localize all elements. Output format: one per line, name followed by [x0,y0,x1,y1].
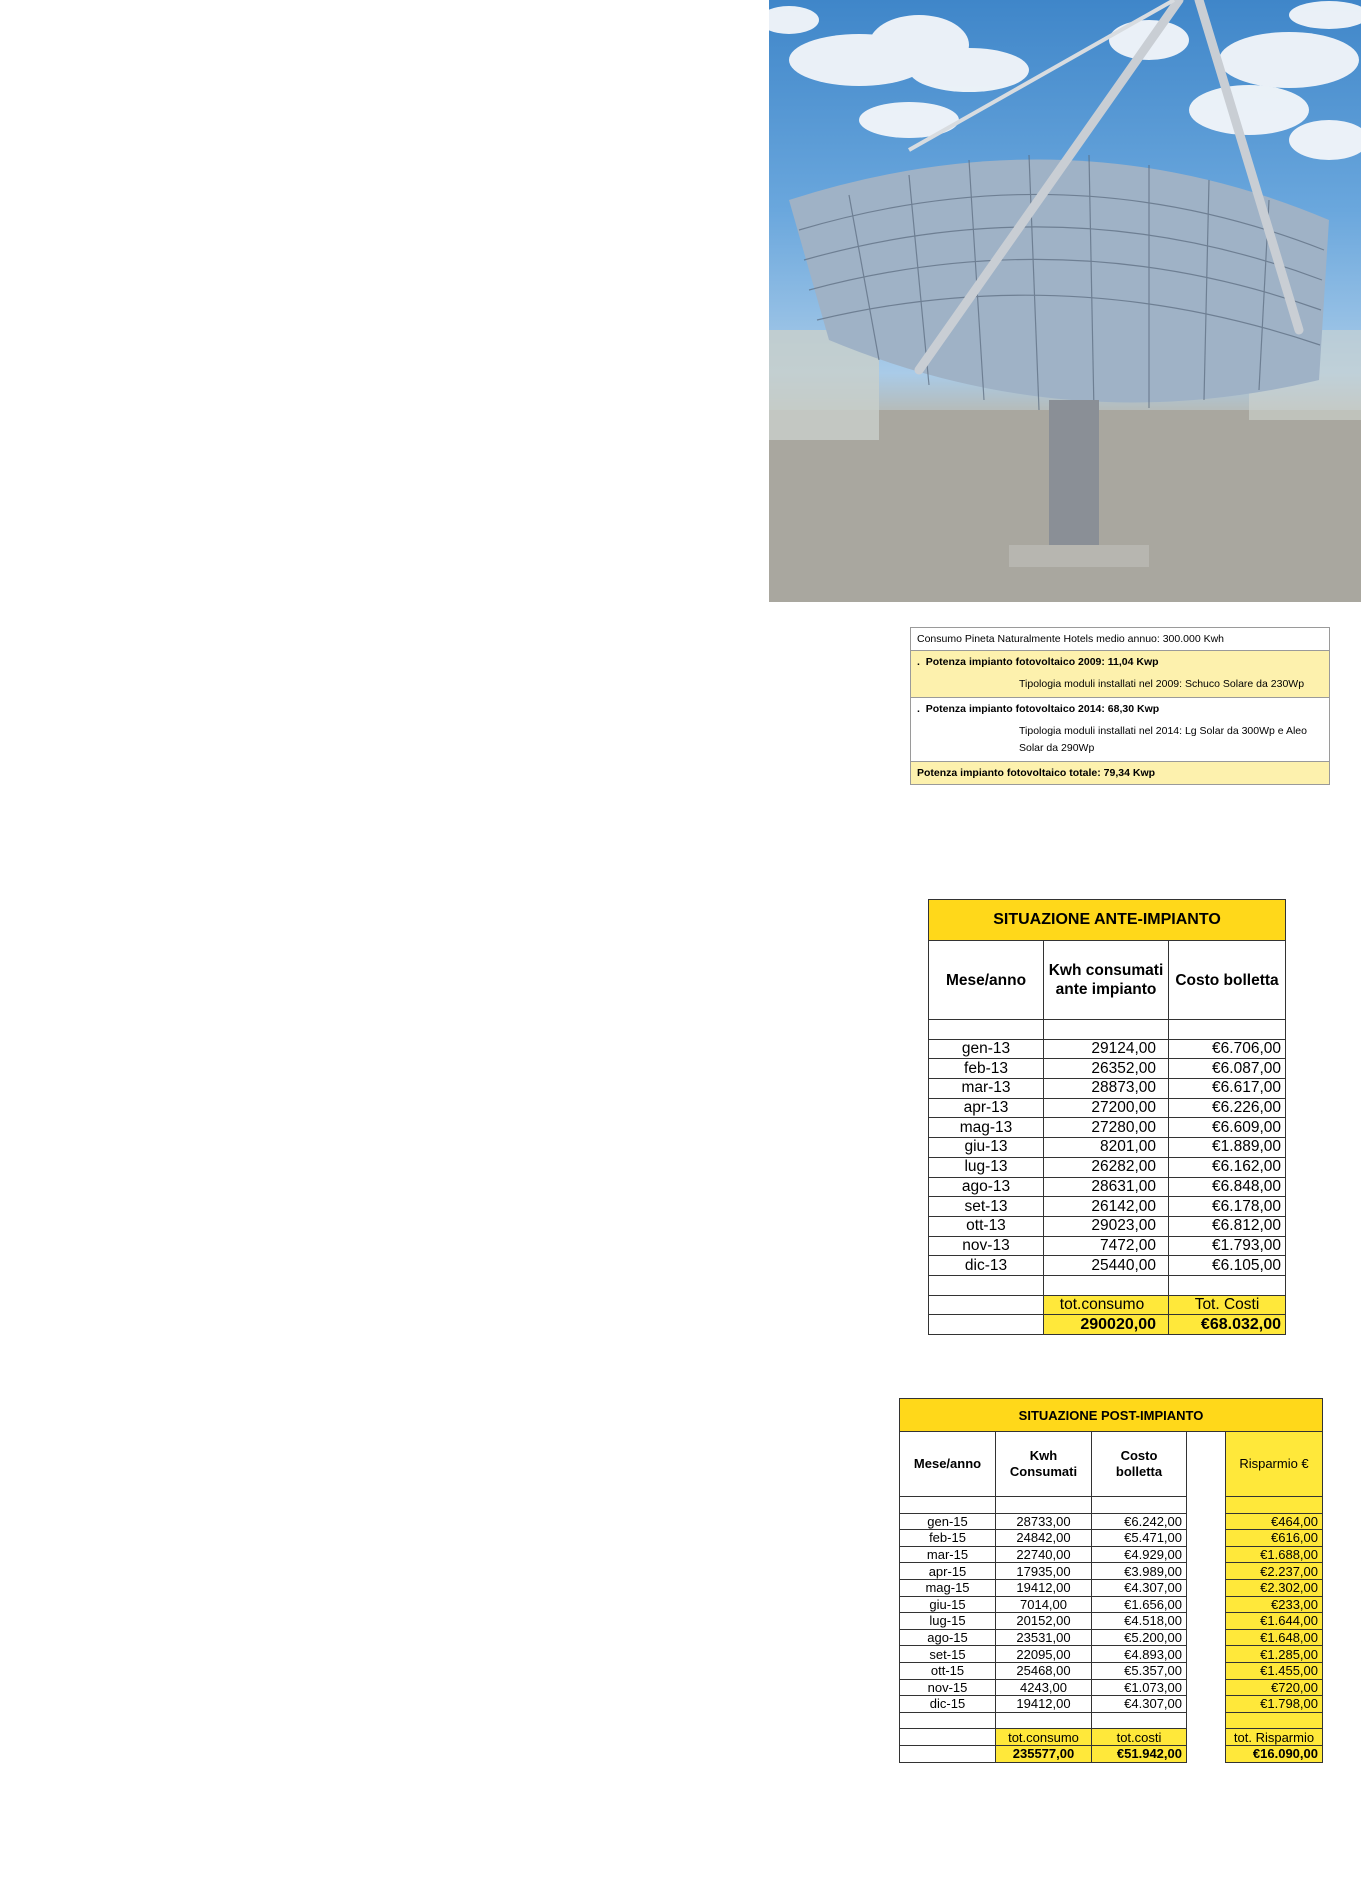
table-cell: €5.471,00 [1092,1530,1187,1547]
table-row [900,1530,1323,1547]
ante-tot-consumo: 290020,00 [1044,1315,1169,1335]
table-cell: €5.200,00 [1092,1629,1187,1646]
table-row [929,1098,1286,1118]
table-row [929,1059,1286,1079]
table-cell: nov-15 [900,1679,996,1696]
table-cell: 20152,00 [996,1613,1092,1630]
table-cell: ago-15 [900,1629,996,1646]
table-cell: €1.798,00 [1226,1696,1323,1713]
table-cell: 26282,00 [1044,1157,1169,1177]
table-cell: ott-15 [900,1662,996,1679]
table-row [900,1662,1323,1679]
table-cell: €6.226,00 [1169,1098,1286,1118]
table-cell: €1.285,00 [1226,1646,1323,1663]
table-cell: €4.518,00 [1092,1613,1187,1630]
ante-tot-costi-label: Tot. Costi [1169,1295,1286,1315]
potenza-2009-cell [911,651,1330,698]
table-cell: apr-13 [929,1098,1044,1118]
table-row [900,1679,1323,1696]
table-cell: 29124,00 [1044,1039,1169,1059]
ante-title: SITUAZIONE ANTE-IMPIANTO [929,900,1286,941]
table-cell: 7472,00 [1044,1236,1169,1256]
table-cell: 26142,00 [1044,1197,1169,1217]
table-cell: apr-15 [900,1563,996,1580]
table-row [929,1079,1286,1099]
table-cell: mar-13 [929,1079,1044,1099]
table-cell: 19412,00 [996,1696,1092,1713]
post-tot-costi: €51.942,00 [1092,1745,1187,1762]
ante-tot-costi: €68.032,00 [1169,1315,1286,1335]
table-cell: €1.455,00 [1226,1662,1323,1679]
post-header-kwh: Kwh Consumati [996,1432,1092,1497]
table-cell: ago-13 [929,1177,1044,1197]
table-cell: €6.105,00 [1169,1256,1286,1276]
table-row [900,1696,1323,1713]
table-cell: giu-13 [929,1138,1044,1158]
table-row [929,1216,1286,1236]
solar-dish-photo [769,0,1361,602]
table-cell: 27200,00 [1044,1098,1169,1118]
ante-header-costo: Costo bolletta [1169,941,1286,1020]
consumo-medio: Consumo Pineta Naturalmente Hotels medio annuo: 300.000 Kwh [911,628,1330,651]
table-cell: 23531,00 [996,1629,1092,1646]
table-cell: €6.162,00 [1169,1157,1286,1177]
post-impianto-table [899,1398,1323,1763]
table-cell: €1.644,00 [1226,1613,1323,1630]
table-cell: 24842,00 [996,1530,1092,1547]
table-cell: 4243,00 [996,1679,1092,1696]
table-cell: mag-15 [900,1579,996,1596]
table-cell: 27280,00 [1044,1118,1169,1138]
bullet: . [917,656,920,668]
table-cell: ott-13 [929,1216,1044,1236]
table-cell: €1.656,00 [1092,1596,1187,1613]
ante-header-kwh: Kwh consumati ante impianto [1044,941,1169,1020]
table-row [929,1118,1286,1138]
post-header-mese: Mese/anno [900,1432,996,1497]
table-row [929,1197,1286,1217]
post-header-risparmio: Risparmio € [1226,1432,1323,1497]
table-cell: €6.706,00 [1169,1039,1286,1059]
table-cell: 29023,00 [1044,1216,1169,1236]
table-cell: dic-15 [900,1696,996,1713]
tipologia-2009: Tipologia moduli installati nel 2009: Schuco Solare da 230Wp [1019,678,1305,690]
table-cell: €720,00 [1226,1679,1323,1696]
table-cell: 8201,00 [1044,1138,1169,1158]
table-cell: set-15 [900,1646,996,1663]
post-tot-costi-label: tot.costi [1092,1729,1187,1746]
table-cell: 17935,00 [996,1563,1092,1580]
table-cell: feb-15 [900,1530,996,1547]
table-cell: nov-13 [929,1236,1044,1256]
table-cell: €6.617,00 [1169,1079,1286,1099]
table-cell: 22095,00 [996,1646,1092,1663]
table-cell: €4.929,00 [1092,1546,1187,1563]
post-tot-risparmio: €16.090,00 [1226,1745,1323,1762]
table-cell: €6.242,00 [1092,1513,1187,1530]
table-row [900,1513,1323,1530]
solar-dish-illustration [769,0,1361,602]
table-row [929,1256,1286,1276]
table-row [900,1563,1323,1580]
table-row [929,1039,1286,1059]
table-cell: €233,00 [1226,1596,1323,1613]
table-cell: €6.609,00 [1169,1118,1286,1138]
table-cell: 25468,00 [996,1662,1092,1679]
table-cell: feb-13 [929,1059,1044,1079]
table-cell: gen-13 [929,1039,1044,1059]
table-cell: €2.302,00 [1226,1579,1323,1596]
table-row [900,1546,1323,1563]
ante-header-mese: Mese/anno [929,941,1044,1020]
table-cell: €6.848,00 [1169,1177,1286,1197]
table-cell: 26352,00 [1044,1059,1169,1079]
table-cell: €5.357,00 [1092,1662,1187,1679]
table-cell: €6.178,00 [1169,1197,1286,1217]
table-cell: 28873,00 [1044,1079,1169,1099]
table-cell: €1.889,00 [1169,1138,1286,1158]
post-header-costo: Costo bolletta [1092,1432,1187,1497]
post-tot-consumo: 235577,00 [996,1745,1092,1762]
tipologia-2014: Tipologia moduli installati nel 2014: Lg Solar da 300Wp e Aleo Solar da 290Wp [1019,725,1307,754]
table-cell: lug-13 [929,1157,1044,1177]
table-cell: 7014,00 [996,1596,1092,1613]
potenza-totale: Potenza impianto fotovoltaico totale: 79,34 Kwp [911,761,1330,784]
table-cell: 19412,00 [996,1579,1092,1596]
table-cell: mar-15 [900,1546,996,1563]
table-cell: €6.087,00 [1169,1059,1286,1079]
table-cell: gen-15 [900,1513,996,1530]
impianto-info-box [910,627,1330,785]
table-cell: €464,00 [1226,1513,1323,1530]
table-cell: €3.989,00 [1092,1563,1187,1580]
post-title: SITUAZIONE POST-IMPIANTO [900,1399,1323,1432]
post-tot-consumo-label: tot.consumo [996,1729,1092,1746]
post-tot-risparmio-label: tot. Risparmio [1226,1729,1323,1746]
table-cell: €1.688,00 [1226,1546,1323,1563]
table-cell: €1.648,00 [1226,1629,1323,1646]
table-row [900,1646,1323,1663]
ante-impianto-table [928,899,1286,1335]
potenza-2014-cell [911,698,1330,762]
table-row [929,1138,1286,1158]
table-cell: 22740,00 [996,1546,1092,1563]
table-cell: €6.812,00 [1169,1216,1286,1236]
table-row [900,1629,1323,1646]
table-cell: 28733,00 [996,1513,1092,1530]
table-cell: 25440,00 [1044,1256,1169,1276]
table-cell: €4.893,00 [1092,1646,1187,1663]
potenza-2014: Potenza impianto fotovoltaico 2014: 68,30 Kwp [925,703,1160,716]
table-row [929,1236,1286,1256]
table-cell: €2.237,00 [1226,1563,1323,1580]
ante-tot-consumo-label: tot.consumo [1044,1295,1169,1315]
table-row [929,1177,1286,1197]
bullet: . [917,703,920,716]
table-cell: €4.307,00 [1092,1579,1187,1596]
table-cell: 28631,00 [1044,1177,1169,1197]
table-row [900,1579,1323,1596]
potenza-2009: Potenza impianto fotovoltaico 2009: 11,04 Kwp [925,656,1159,668]
table-row [900,1613,1323,1630]
table-cell: €1.073,00 [1092,1679,1187,1696]
table-row [900,1596,1323,1613]
table-row [929,1157,1286,1177]
table-cell: lug-15 [900,1613,996,1630]
table-cell: mag-13 [929,1118,1044,1138]
table-cell: set-13 [929,1197,1044,1217]
table-cell: €616,00 [1226,1530,1323,1547]
table-cell: €1.793,00 [1169,1236,1286,1256]
table-cell: giu-15 [900,1596,996,1613]
table-cell: €4.307,00 [1092,1696,1187,1713]
table-cell: dic-13 [929,1256,1044,1276]
